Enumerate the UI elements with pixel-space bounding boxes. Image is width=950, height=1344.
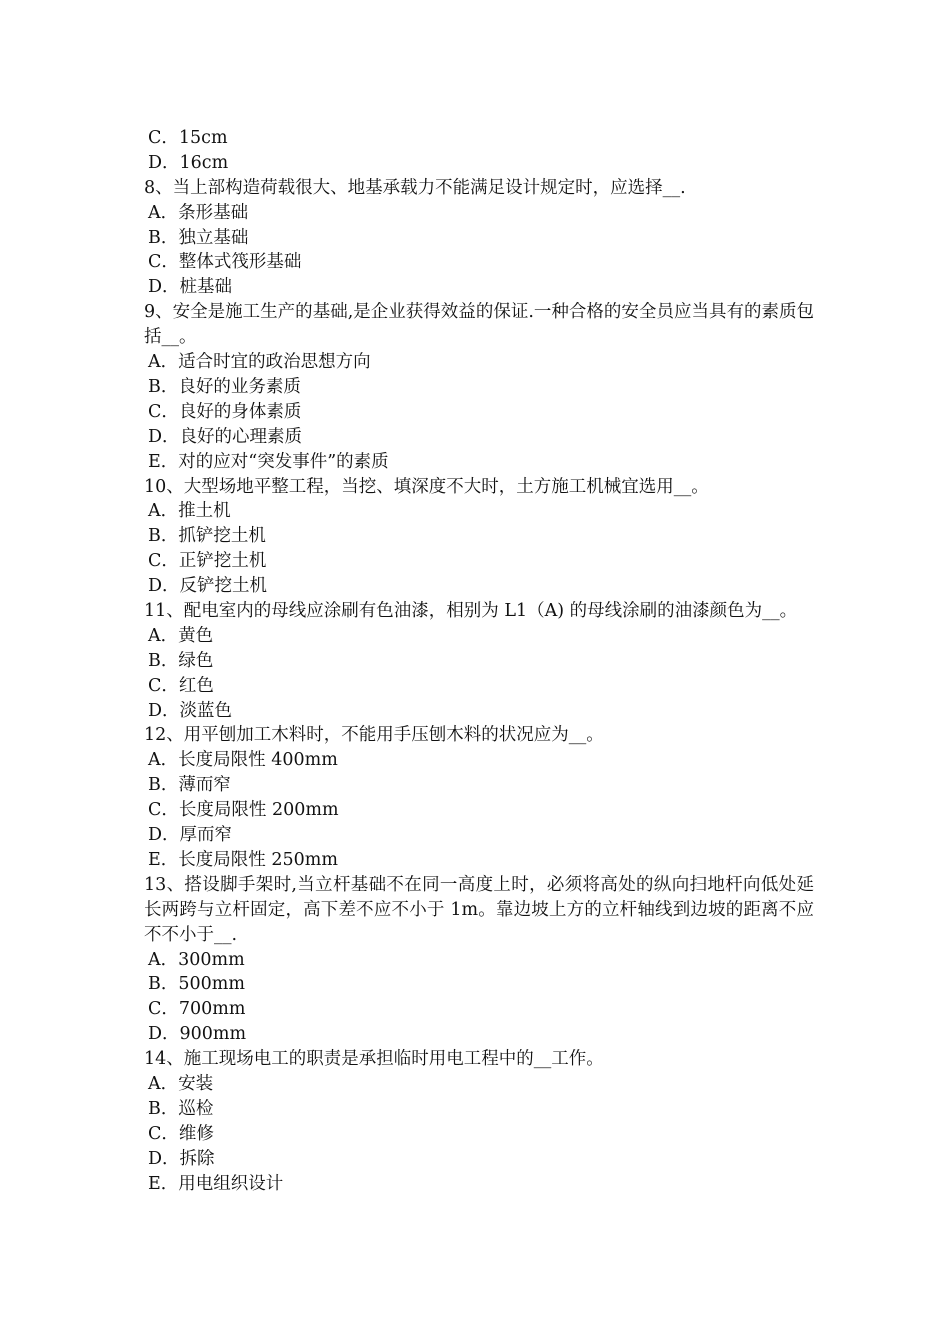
option-q14-b: B．巡检 [148,1098,214,1119]
option-q11-a: A．黄色 [148,625,214,646]
option-q7-d: D．16cm [148,152,229,173]
question-13: 13、搭设脚手架时,当立杆基础不在同一高度上时，必须将高处的纵向扫地杆向低处延长两跨与立杆固定，高下差不应不小于 1m。靠边坡上方的立杆轴线到边坡的距离不应不不小于__. [144,874,814,945]
question-11: 11、配电室内的母线应涂刷有色油漆，相别为 L1（A) 的母线涂刷的油漆颜色为__。 [144,600,798,621]
option-q9-d: D．良好的心理素质 [148,426,303,447]
option-q9-b: B．良好的业务素质 [148,376,301,397]
option-q12-e: E．长度局限性 250mm [148,849,338,870]
option-q10-c: C．正铲挖土机 [148,551,267,572]
option-q14-a: A．安装 [148,1074,214,1094]
option-q9-e: E．对的应对“突发事件”的素质 [148,451,389,472]
option-q10-d: D．反铲挖土机 [148,576,268,597]
option-q8-b: B．独立基础 [148,227,249,248]
option-q12-d: D．厚而窄 [148,825,233,846]
option-q13-b: B．500mm [148,974,245,995]
option-q7-c: C．15cm [148,128,228,148]
option-q8-a: A．条形基础 [148,202,249,223]
document-body [144,126,814,1196]
option-q14-d: D．拆除 [148,1148,215,1169]
option-q12-a: A．长度局限性 400mm [148,750,338,771]
option-q13-d: D．900mm [148,1024,247,1045]
option-q11-c: C．红色 [148,675,214,696]
question-10: 10、大型场地平整工程，当挖、填深度不大时，土方施工机械宜选用__。 [144,476,709,497]
option-q11-b: B．绿色 [148,650,214,671]
option-q8-d: D．桩基础 [148,277,233,298]
question-12: 12、用平刨加工木料时，不能用手压刨木料的状况应为__。 [144,725,604,746]
question-8: 8、当上部构造荷载很大、地基承载力不能满足设计规定时，应选择__. [144,177,686,198]
option-q11-d: D．淡蓝色 [148,700,233,721]
option-q10-a: A．推土机 [148,501,231,522]
option-q10-b: B．抓铲挖土机 [148,526,266,547]
option-q13-a: A．300mm [148,949,245,970]
option-q8-c: C．整体式筏形基础 [148,252,302,273]
option-q9-a: A．适合时宜的政治思想方向 [148,352,371,373]
option-q14-e: E．用电组织设计 [148,1173,284,1194]
question-14: 14、施工现场电工的职责是承担临时用电工程中的__工作。 [144,1049,604,1070]
question-9: 9、安全是施工生产的基础,是企业获得效益的保证.一种合格的安全员应当具有的素质包括__。 [144,302,814,348]
option-q12-c: C．长度局限性 200mm [148,800,339,821]
option-q14-c: C．维修 [148,1123,214,1144]
option-q12-b: B．薄而窄 [148,775,231,796]
option-q13-c: C．700mm [148,999,246,1020]
option-q9-c: C．良好的身体素质 [148,401,302,422]
